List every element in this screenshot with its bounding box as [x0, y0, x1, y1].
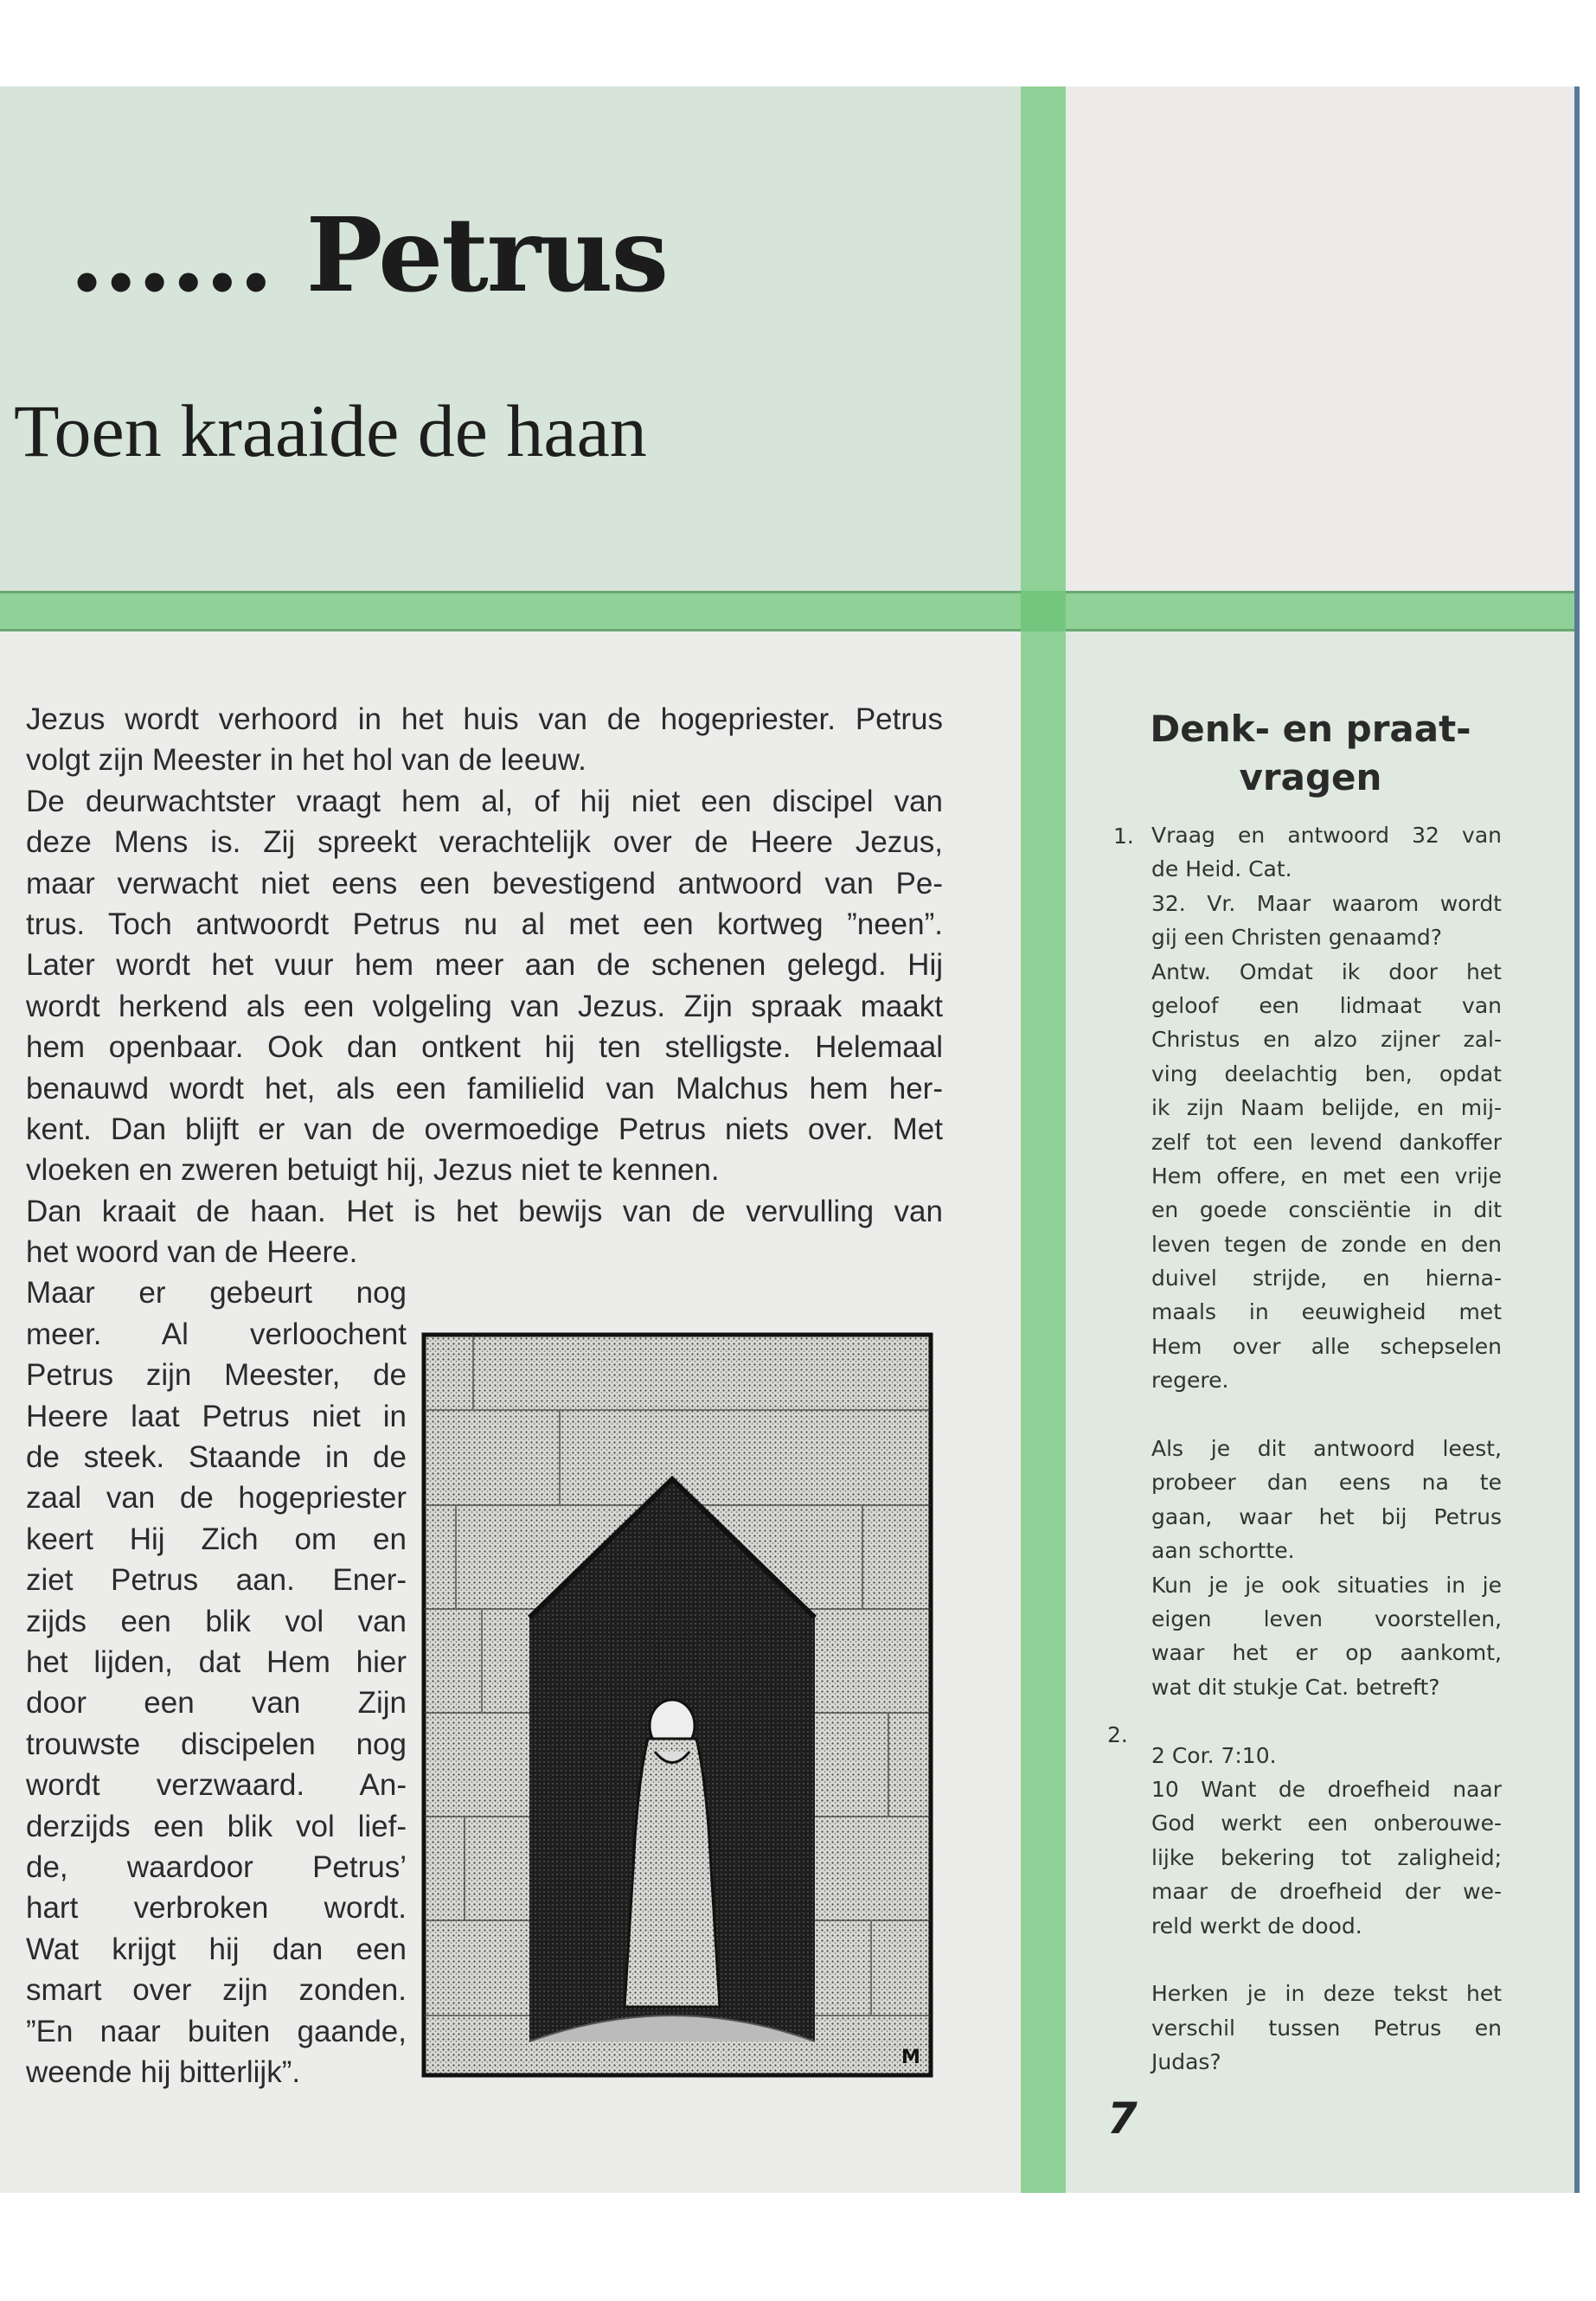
header-panel [0, 87, 1021, 591]
sidebar-line: regere. [1151, 1368, 1229, 1394]
sidebar-line: Hem over alle schepselen [1151, 1333, 1502, 1359]
body-line: zaal van de hogepriester [26, 1481, 407, 1516]
sidebar-line: gij een Christen genaamd? [1151, 925, 1443, 951]
sidebar-line: Kun je je ook situaties in je [1151, 1572, 1502, 1598]
sidebar-line [1151, 1943, 1502, 1977]
sidebar-line: Antw. Omdat ik door het [1151, 958, 1502, 984]
sidebar-line: ving deelachtig ben, opdat [1151, 1061, 1502, 1086]
question-number-1: 1. [1113, 824, 1134, 849]
sidebar-line: Vraag en antwoord 32 van [1151, 823, 1502, 848]
page-subtitle: Toen kraaide de haan [14, 389, 647, 472]
sidebar-line: ik zijn Naam belijde, en mij- [1151, 1095, 1502, 1121]
body-line: maar verwacht niet eens een bevestigend antwoord van Pe- [26, 866, 943, 901]
body-line: wordt verzwaard. An- [26, 1768, 407, 1803]
sidebar-line: maals in eeuwigheid met [1151, 1299, 1502, 1325]
body-line: volgt zijn Meester in het hol van de leeuw. [26, 743, 586, 778]
body-line: trus. Toch antwoordt Petrus nu al met een kortweg ”neen”. [26, 907, 943, 941]
body-line: ziet Petrus aan. Ener- [26, 1563, 407, 1598]
sidebar-line [1151, 1398, 1502, 1432]
sidebar-line: zelf tot een levend dankoffer [1151, 1129, 1502, 1155]
page-title: ...... Petrus [69, 195, 668, 315]
body-line: het woord van de Heere. [26, 1235, 358, 1270]
body-line: keert Hij Zich om en [26, 1522, 407, 1556]
body-line: Wat krijgt hij dan een [26, 1932, 407, 1966]
sidebar-line: Hem offere, en met een vrije [1151, 1163, 1502, 1189]
illustration-arch-with-figure [421, 1332, 933, 2078]
body-line: hem openbaar. Ook dan ontkent hij ten stelligste. Helemaal [26, 1030, 943, 1065]
sidebar-line: 10 Want de droefheid naar [1151, 1776, 1502, 1802]
sidebar-line: wat dit stukje Cat. betreft? [1151, 1674, 1440, 1700]
body-line: Petrus zijn Meester, de [26, 1358, 407, 1393]
body-line: derzijds een blik vol lief- [26, 1809, 407, 1843]
sidebar-line: duivel strijde, en hierna- [1151, 1266, 1502, 1292]
sidebar-line: lijke bekering tot zaligheid; [1151, 1844, 1502, 1870]
sidebar-line: leven tegen de zonde en den [1151, 1231, 1502, 1257]
sidebar-line [1151, 1704, 1502, 1738]
body-line: Jezus wordt verhoord in het huis van de hogepriester. Petrus [26, 702, 943, 736]
body-line: de, waardoor Petrus’ [26, 1849, 407, 1884]
body-line: smart over zijn zonden. [26, 1973, 407, 2008]
sidebar-line: aan schortte. [1151, 1538, 1295, 1564]
sidebar-line: Judas? [1151, 2049, 1221, 2075]
vertical-green-stripe [1021, 87, 1066, 2193]
sidebar-line: Als je dit antwoord leest, [1151, 1436, 1502, 1462]
sidebar-heading-line-1: Denk- en praat- [1150, 708, 1471, 750]
body-line: de steek. Staande in de [26, 1440, 407, 1475]
body-line: hart verbroken wordt. [26, 1891, 407, 1926]
sidebar-line: de Heid. Cat. [1151, 856, 1292, 882]
body-line: ”En naar buiten gaande, [26, 2014, 407, 2048]
body-line: deze Mens is. Zij spreekt verachtelijk over de Heere Jezus, [26, 825, 943, 860]
body-line: vloeken en zweren betuigt hij, Jezus niet te kennen. [26, 1153, 720, 1188]
sidebar-line: 2 Cor. 7:10. [1151, 1742, 1277, 1768]
svg-text:M: M [901, 2047, 920, 2068]
sidebar-questions [1151, 818, 1502, 2079]
body-line: kent. Dan blijft er van de overmoedige Petrus niets over. Met [26, 1112, 943, 1146]
sidebar-line: gaan, waar het bij Petrus [1151, 1503, 1502, 1529]
horizontal-green-stripe [0, 591, 1577, 631]
body-line: weende hij bitterlijk”. [26, 2054, 301, 2089]
sidebar-line: Christus en alzo zijner zal- [1151, 1027, 1502, 1053]
sidebar-line: waar het er op aankomt, [1151, 1640, 1502, 1666]
body-line: trouwste discipelen nog [26, 1727, 407, 1761]
body-line: meer. Al verloochent [26, 1317, 407, 1351]
body-line: wordt herkend als een volgeling van Jezus. Zijn spraak maakt [26, 989, 943, 1023]
body-line: De deurwachtster vraagt hem al, of hij niet een discipel van [26, 784, 943, 818]
body-line: zijds een blik vol van [26, 1604, 407, 1638]
sidebar-heading-line-2: vragen [1239, 756, 1382, 798]
sidebar-line: probeer dan eens na te [1151, 1470, 1502, 1496]
body-line: Maar er gebeurt nog [26, 1276, 407, 1311]
sidebar-line: verschil tussen Petrus en [1151, 2015, 1502, 2041]
body-line: Dan kraait de haan. Het is het bewijs van de vervulling van [26, 1194, 943, 1228]
sidebar-line: Herken je in deze tekst het [1151, 1981, 1502, 2007]
sidebar-heading [1073, 705, 1548, 802]
sidebar-line: God werkt een onberouwe- [1151, 1811, 1502, 1836]
sidebar-line: 32. Vr. Maar waarom wordt [1151, 890, 1502, 916]
sidebar-line: maar de droefheid der we- [1151, 1879, 1502, 1905]
page-number: 7 [1107, 2093, 1138, 2144]
sidebar-line: eigen leven voorstellen, [1151, 1606, 1502, 1631]
body-line: door een van Zijn [26, 1686, 407, 1721]
body-line: Heere laat Petrus niet in [26, 1399, 407, 1433]
body-line: benauwd wordt het, als een familielid van Malchus hem her- [26, 1071, 943, 1106]
sidebar-line: reld werkt de dood. [1151, 1913, 1362, 1939]
sidebar-line: en goede consciëntie in dit [1151, 1197, 1502, 1223]
binding-edge [1574, 87, 1580, 2193]
header-side-panel [1066, 87, 1577, 591]
stripe-crossing [1021, 591, 1066, 631]
sidebar-line: geloof een lidmaat van [1151, 992, 1502, 1018]
body-line: Later wordt het vuur hem meer aan de schenen gelegd. Hij [26, 948, 943, 983]
question-number-2: 2. [1107, 1722, 1128, 1747]
body-line: het lijden, dat Hem hier [26, 1644, 407, 1679]
